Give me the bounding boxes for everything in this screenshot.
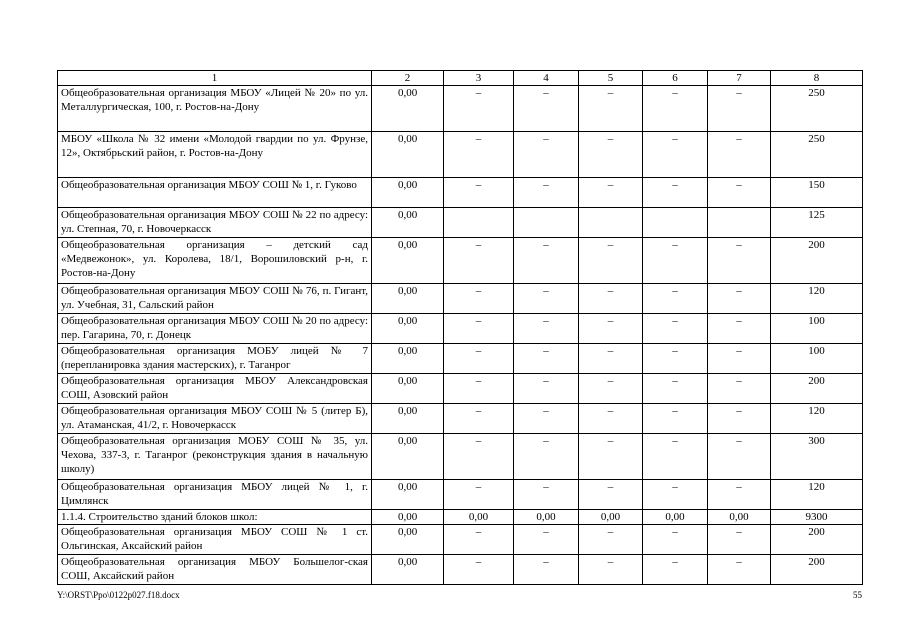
row-value-c4: –	[514, 374, 579, 404]
row-value-c6: 0,00	[643, 510, 708, 525]
row-value-c5: –	[579, 86, 643, 132]
row-value-c3: –	[444, 555, 514, 585]
row-value-c7: –	[708, 525, 771, 555]
row-value-c8: 200	[771, 555, 863, 585]
table-body	[58, 71, 863, 585]
row-value-c5: –	[579, 238, 643, 284]
row-value-c6: –	[643, 525, 708, 555]
header-cell-5: 5	[579, 71, 643, 86]
row-value-c7: –	[708, 404, 771, 434]
table-row	[58, 344, 863, 374]
row-value-c2: 0,00	[372, 178, 444, 208]
row-value-c6: –	[643, 480, 708, 510]
table-row	[58, 480, 863, 510]
row-name-cell: Общеобразовательная организация МБОУ СОШ № 1 ст. Ольгинская, Аксайский район	[58, 525, 372, 555]
row-value-c2: 0,00	[372, 374, 444, 404]
row-value-c2: 0,00	[372, 404, 444, 434]
row-value-c8: 125	[771, 208, 863, 238]
row-value-c8: 200	[771, 374, 863, 404]
table-row	[58, 132, 863, 178]
row-name-cell: Общеобразовательная организация МБОУ СОШ № 76, п. Гигант, ул. Учебная, 31, Сальский район	[58, 284, 372, 314]
table-header-row	[58, 71, 863, 86]
row-value-c8: 200	[771, 525, 863, 555]
row-value-c7: 0,00	[708, 510, 771, 525]
row-name-cell: Общеобразовательная организация МОБУ СОШ № 35, ул. Чехова, 337-3, г. Таганрог (реконструкция здания в начальную школу)	[58, 434, 372, 480]
row-value-c5: –	[579, 434, 643, 480]
row-value-c4: –	[514, 178, 579, 208]
row-value-c6: –	[643, 555, 708, 585]
row-value-c8: 9300	[771, 510, 863, 525]
row-value-c2: 0,00	[372, 86, 444, 132]
row-value-c3: –	[444, 178, 514, 208]
row-value-c5: –	[579, 284, 643, 314]
row-value-c7: –	[708, 555, 771, 585]
row-value-c7: –	[708, 344, 771, 374]
row-value-c3: –	[444, 344, 514, 374]
row-value-c7: –	[708, 284, 771, 314]
row-value-c4: –	[514, 132, 579, 178]
row-value-c3: –	[444, 86, 514, 132]
row-value-c6: –	[643, 284, 708, 314]
row-value-c4: –	[514, 284, 579, 314]
row-value-c3: –	[444, 374, 514, 404]
row-value-c6	[643, 208, 708, 238]
row-value-c3	[444, 208, 514, 238]
row-name-cell: Общеобразовательная организация – детский сад «Медвежонок», ул. Королева, 18/1, Ворошиловский р-н, г. Ростов-на-Дону	[58, 238, 372, 284]
table-row	[58, 86, 863, 132]
row-value-c7: –	[708, 178, 771, 208]
row-value-c5: –	[579, 555, 643, 585]
row-value-c5: –	[579, 178, 643, 208]
row-value-c4: –	[514, 314, 579, 344]
row-value-c5	[579, 208, 643, 238]
row-value-c2: 0,00	[372, 555, 444, 585]
row-value-c7: –	[708, 132, 771, 178]
row-value-c6: –	[643, 404, 708, 434]
row-value-c8: 120	[771, 284, 863, 314]
row-value-c7: –	[708, 86, 771, 132]
row-value-c7: –	[708, 434, 771, 480]
row-value-c8: 120	[771, 480, 863, 510]
row-name-cell: 1.1.4. Строительство зданий блоков школ:	[58, 510, 372, 525]
row-value-c5: –	[579, 344, 643, 374]
header-cell-7: 7	[708, 71, 771, 86]
row-value-c7: –	[708, 314, 771, 344]
row-value-c7: –	[708, 480, 771, 510]
row-value-c8: 100	[771, 344, 863, 374]
header-cell-6: 6	[643, 71, 708, 86]
row-value-c2: 0,00	[372, 525, 444, 555]
table-row	[58, 434, 863, 480]
row-name-cell: Общеобразовательная организация МБОУ лицей № 1, г. Цимлянск	[58, 480, 372, 510]
row-value-c5: –	[579, 404, 643, 434]
row-value-c3: –	[444, 404, 514, 434]
row-value-c3: –	[444, 434, 514, 480]
row-value-c2: 0,00	[372, 208, 444, 238]
row-value-c3: 0,00	[444, 510, 514, 525]
row-value-c6: –	[643, 314, 708, 344]
table-row	[58, 284, 863, 314]
table-row	[58, 208, 863, 238]
row-value-c3: –	[444, 314, 514, 344]
row-value-c2: 0,00	[372, 132, 444, 178]
row-value-c5: –	[579, 374, 643, 404]
row-value-c3: –	[444, 238, 514, 284]
row-value-c3: –	[444, 132, 514, 178]
row-value-c3: –	[444, 525, 514, 555]
row-value-c2: 0,00	[372, 434, 444, 480]
header-cell-3: 3	[444, 71, 514, 86]
row-value-c6: –	[643, 434, 708, 480]
row-value-c6: –	[643, 132, 708, 178]
header-cell-1: 1	[58, 71, 372, 86]
row-name-cell: Общеобразовательная организация МБОУ СОШ № 1, г. Гуково	[58, 178, 372, 208]
row-value-c8: 200	[771, 238, 863, 284]
row-value-c7	[708, 208, 771, 238]
row-name-cell: Общеобразовательная организация МБОУ СОШ № 5 (литер Б), ул. Атаманская, 41/2, г. Новочеркасск	[58, 404, 372, 434]
row-value-c6: –	[643, 344, 708, 374]
row-value-c6: –	[643, 86, 708, 132]
row-value-c4: –	[514, 344, 579, 374]
row-value-c6: –	[643, 374, 708, 404]
row-value-c8: 300	[771, 434, 863, 480]
budget-table	[57, 70, 863, 585]
row-value-c4: –	[514, 555, 579, 585]
row-value-c5: –	[579, 132, 643, 178]
row-value-c2: 0,00	[372, 344, 444, 374]
row-value-c2: 0,00	[372, 314, 444, 344]
row-value-c4: –	[514, 434, 579, 480]
row-value-c8: 250	[771, 86, 863, 132]
row-value-c4: 0,00	[514, 510, 579, 525]
row-value-c8: 120	[771, 404, 863, 434]
row-value-c2: 0,00	[372, 510, 444, 525]
table-row	[58, 374, 863, 404]
table-row	[58, 314, 863, 344]
row-value-c7: –	[708, 238, 771, 284]
row-value-c6: –	[643, 178, 708, 208]
row-value-c2: 0,00	[372, 238, 444, 284]
row-value-c6: –	[643, 238, 708, 284]
row-value-c3: –	[444, 480, 514, 510]
row-name-cell: Общеобразовательная организация МБОУ «Лицей № 20» по ул. Металлургическая, 100, г. Ростов-на-Дону	[58, 86, 372, 132]
header-cell-8: 8	[771, 71, 863, 86]
row-name-cell: Общеобразовательная организация МБОУ Большелог-ская СОШ, Аксайский район	[58, 555, 372, 585]
row-value-c4: –	[514, 86, 579, 132]
row-value-c4: –	[514, 238, 579, 284]
row-value-c3: –	[444, 284, 514, 314]
row-name-cell: Общеобразовательная организация МБОУ СОШ № 22 по адресу: ул. Степная, 70, г. Новочеркасск	[58, 208, 372, 238]
row-name-cell: МБОУ «Школа № 32 имени «Молодой гвардии по ул. Фрунзе, 12», Октябрьский район, г. Ростов-на-Дону	[58, 132, 372, 178]
header-cell-4: 4	[514, 71, 579, 86]
row-value-c4: –	[514, 480, 579, 510]
table-row	[58, 238, 863, 284]
row-name-cell: Общеобразовательная организация МБОУ Александровская СОШ, Азовский район	[58, 374, 372, 404]
table-row	[58, 404, 863, 434]
row-value-c5: –	[579, 314, 643, 344]
row-value-c5: 0,00	[579, 510, 643, 525]
row-value-c2: 0,00	[372, 480, 444, 510]
table-row	[58, 510, 863, 525]
table-row	[58, 178, 863, 208]
header-cell-2: 2	[372, 71, 444, 86]
row-name-cell: Общеобразовательная организация МБОУ СОШ № 20 по адресу: пер. Гагарина, 70, г. Донецк	[58, 314, 372, 344]
row-value-c4: –	[514, 525, 579, 555]
row-value-c8: 150	[771, 178, 863, 208]
row-value-c4: –	[514, 404, 579, 434]
table-row	[58, 555, 863, 585]
row-value-c2: 0,00	[372, 284, 444, 314]
row-name-cell: Общеобразовательная организация МОБУ лицей № 7 (перепланировка здания мастерских), г. Таганрог	[58, 344, 372, 374]
row-value-c5: –	[579, 480, 643, 510]
footer-file-path: Y:\ORST\Ppo\0122p027.f18.docx	[57, 590, 180, 600]
row-value-c8: 250	[771, 132, 863, 178]
row-value-c5: –	[579, 525, 643, 555]
footer-page-number: 55	[853, 590, 862, 600]
table-row	[58, 525, 863, 555]
row-value-c8: 100	[771, 314, 863, 344]
row-value-c4	[514, 208, 579, 238]
row-value-c7: –	[708, 374, 771, 404]
